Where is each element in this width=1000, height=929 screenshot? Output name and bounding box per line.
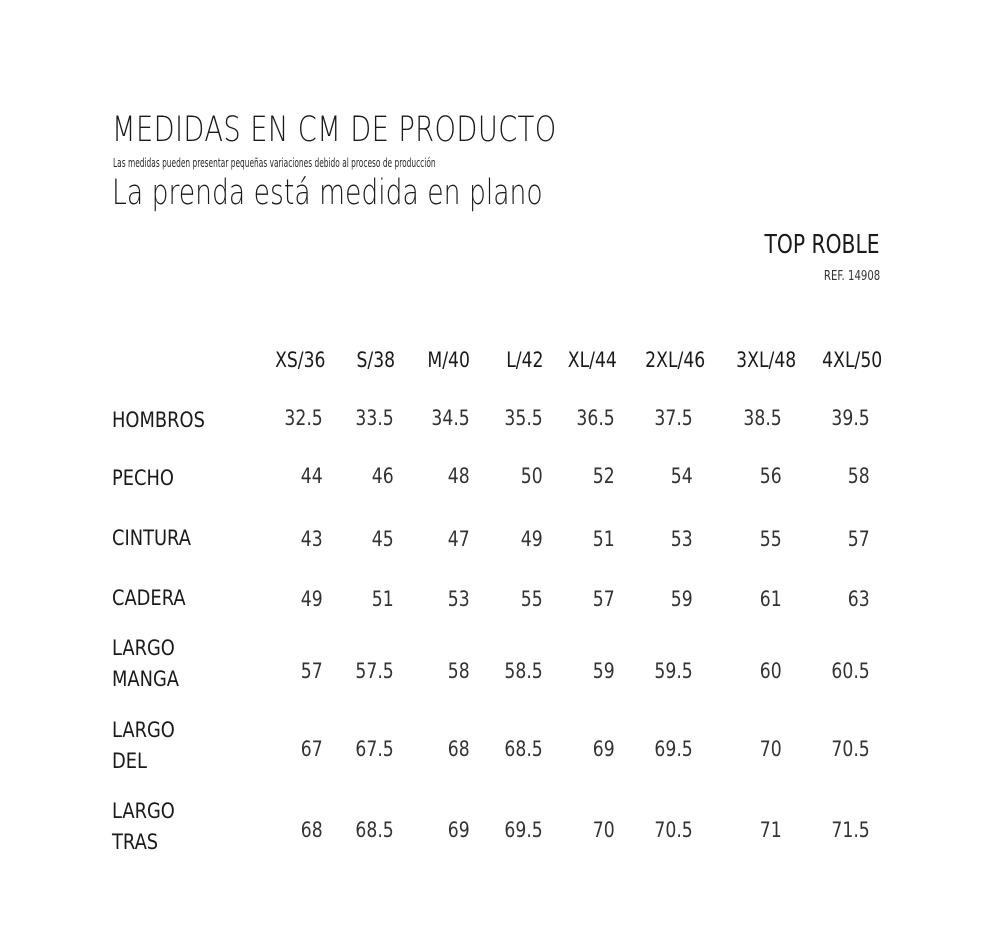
measurement-value: 54 xyxy=(671,464,693,488)
measurement-value: 71.5 xyxy=(831,818,870,842)
measurement-value: 36.5 xyxy=(576,406,615,430)
measurement-value: 71 xyxy=(760,818,782,842)
measurement-value: 48 xyxy=(448,464,470,488)
size-header: 2XL/46 xyxy=(644,348,705,372)
measurement-value: 37.5 xyxy=(654,406,693,430)
product-name: TOP ROBLE xyxy=(764,230,880,260)
measurement-value: 60 xyxy=(760,659,782,683)
row-label: HOMBROS xyxy=(112,408,205,432)
size-header: L/42 xyxy=(505,348,543,372)
measurement-value: 53 xyxy=(671,527,693,551)
measurement-value: 57 xyxy=(593,587,615,611)
measurement-value: 70 xyxy=(593,818,615,842)
measurement-value: 56 xyxy=(760,464,782,488)
row-label: LARGO DEL xyxy=(112,718,175,773)
measurement-value: 68.5 xyxy=(504,737,543,761)
product-reference: REF. 14908 xyxy=(823,269,880,284)
measurement-value: 58 xyxy=(448,659,470,683)
row-label: PECHO xyxy=(112,466,174,490)
measurement-value: 69.5 xyxy=(654,737,693,761)
measurement-value: 52 xyxy=(593,464,615,488)
measurement-value: 68 xyxy=(301,818,323,842)
measurement-value: 51 xyxy=(593,527,615,551)
measurement-value: 34.5 xyxy=(431,406,470,430)
measurement-value: 59.5 xyxy=(654,659,693,683)
measurement-value: 59 xyxy=(671,587,693,611)
measurement-value: 57 xyxy=(301,659,323,683)
row-label: LARGO TRAS xyxy=(112,799,175,854)
measurement-value: 55 xyxy=(521,587,543,611)
measurement-value: 70 xyxy=(760,737,782,761)
measurement-note: La prenda está medida en plano xyxy=(112,173,543,213)
measurement-value: 35.5 xyxy=(504,406,543,430)
measurement-value: 68 xyxy=(448,737,470,761)
measurement-value: 33.5 xyxy=(355,406,394,430)
measurement-value: 70.5 xyxy=(654,818,693,842)
measurement-value: 44 xyxy=(301,464,323,488)
measurement-value: 45 xyxy=(372,527,394,551)
measurement-value: 49 xyxy=(521,527,543,551)
row-label: CINTURA xyxy=(112,526,191,550)
measurement-value: 51 xyxy=(372,587,394,611)
measurement-value: 70.5 xyxy=(831,737,870,761)
measurement-value: 49 xyxy=(301,587,323,611)
size-header: M/40 xyxy=(427,348,470,372)
measurement-value: 53 xyxy=(448,587,470,611)
row-label: LARGO MANGA xyxy=(112,636,180,691)
size-header: XS/36 xyxy=(275,348,326,372)
measurement-value: 61 xyxy=(760,587,782,611)
measurement-value: 69.5 xyxy=(504,818,543,842)
measurement-value: 63 xyxy=(848,587,870,611)
size-header: 3XL/48 xyxy=(735,348,796,372)
measurement-value: 55 xyxy=(760,527,782,551)
measurement-value: 47 xyxy=(448,527,470,551)
measurement-value: 69 xyxy=(593,737,615,761)
measurement-value: 59 xyxy=(593,659,615,683)
size-header: 4XL/50 xyxy=(821,348,882,372)
measurement-value: 60.5 xyxy=(831,659,870,683)
measurement-value: 68.5 xyxy=(355,818,394,842)
measurement-value: 38.5 xyxy=(743,406,782,430)
page-title: MEDIDAS EN CM DE PRODUCTO xyxy=(112,110,557,150)
size-header: S/38 xyxy=(356,348,395,372)
measurement-value: 58 xyxy=(848,464,870,488)
variation-disclaimer: Las medidas pueden presentar pequeñas variaciones debido al proceso de producción xyxy=(113,156,436,170)
size-header: XL/44 xyxy=(567,348,617,372)
measurement-value: 46 xyxy=(372,464,394,488)
measurement-value: 39.5 xyxy=(831,406,870,430)
measurement-value: 69 xyxy=(448,818,470,842)
measurement-value: 50 xyxy=(521,464,543,488)
measurement-value: 67 xyxy=(301,737,323,761)
measurement-value: 58.5 xyxy=(504,659,543,683)
measurement-value: 57 xyxy=(848,527,870,551)
measurement-value: 67.5 xyxy=(355,737,394,761)
measurement-value: 43 xyxy=(301,527,323,551)
measurement-value: 32.5 xyxy=(284,406,323,430)
measurement-value: 57.5 xyxy=(355,659,394,683)
row-label: CADERA xyxy=(112,586,186,610)
